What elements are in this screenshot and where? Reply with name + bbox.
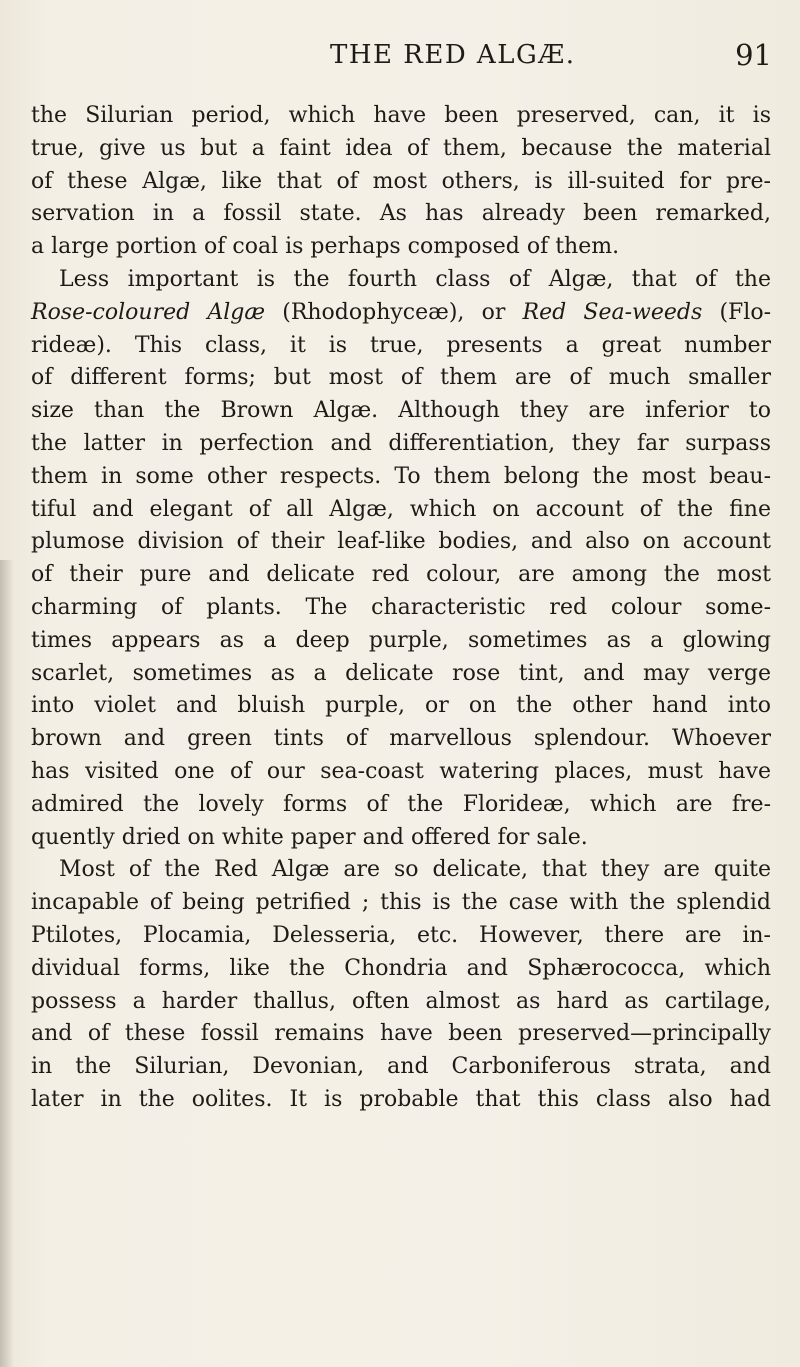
page-header (0, 40, 800, 84)
text-line (31, 297, 771, 330)
body-text (31, 100, 771, 1117)
text-line: and of these fossil remains have been preserved—principally (31, 1021, 771, 1047)
text-line: possess a harder thallus, often almost as hard as cartilage, (31, 988, 771, 1014)
text-line: times appears as a deep purple, sometimes as a glowing (31, 627, 771, 653)
text-line: brown and green tints of marvellous splendour. Whoever (31, 726, 771, 752)
text-line: of their pure and delicate red colour, are among the most (31, 562, 771, 588)
text-line: of different forms; but most of them are of much smaller (31, 365, 771, 391)
text-line: the Silurian period, which have been preserved, can, it is (31, 103, 771, 128)
text-line: a large portion of coal is perhaps composed of them. (31, 234, 620, 260)
text-line: size than the Brown Algæ. Although they are inferior to (31, 398, 771, 424)
text-line: incapable of being petrified ; this is the case with the splendid (31, 890, 771, 916)
text-fragment: (Rhodophyceæ), or (265, 299, 523, 325)
text-line: quently dried on white paper and offered for sale. (31, 824, 588, 850)
text-line: servation in a fossil state. As has already been remarked, (31, 201, 771, 227)
text-line: Less important is the fourth class of Algæ, that of the (59, 266, 771, 292)
gutter-shadow (0, 560, 14, 1367)
text-line: scarlet, sometimes as a delicate rose tint, and may verge (31, 660, 771, 686)
text-line: charming of plants. The characteristic red colour some- (31, 594, 771, 620)
text-line: rideæ). This class, it is true, presents a great number (31, 332, 771, 358)
text-line: Ptilotes, Plocamia, Delesseria, etc. However, there are in- (31, 922, 771, 948)
text-line: dividual forms, like the Chondria and Sphærococca, which (31, 955, 771, 981)
text-line: true, give us but a faint idea of them, because the material (31, 135, 771, 161)
text-line: of these Algæ, like that of most others, is ill-suited for pre- (31, 168, 771, 194)
text-line: the latter in perfection and differentiation, they far surpass (31, 430, 771, 456)
italic-term: Red Sea-weeds (522, 299, 703, 325)
page-number: 91 (735, 38, 772, 72)
text-line: later in the oolites. It is probable that this class also had (31, 1086, 771, 1112)
text-line: Most of the Red Algæ are so delicate, that they are quite (59, 857, 771, 883)
text-line: into violet and bluish purple, or on the other hand into (31, 693, 771, 719)
text-line: them in some other respects. To them belong the most beau- (31, 463, 771, 489)
running-title: THE RED ALGÆ. (330, 40, 576, 70)
text-line: tiful and elegant of all Algæ, which on account of the fine (31, 496, 771, 522)
text-line: admired the lovely forms of the Florideæ, which are fre- (31, 791, 771, 817)
italic-term: Rose-coloured Algæ (31, 299, 266, 325)
text-line: in the Silurian, Devonian, and Carboniferous strata, and (31, 1054, 771, 1080)
text-line: has visited one of our sea-coast watering places, must have (31, 758, 771, 784)
text-fragment: (Flo- (702, 299, 772, 325)
text-line: plumose division of their leaf-like bodies, and also on account (31, 529, 771, 555)
